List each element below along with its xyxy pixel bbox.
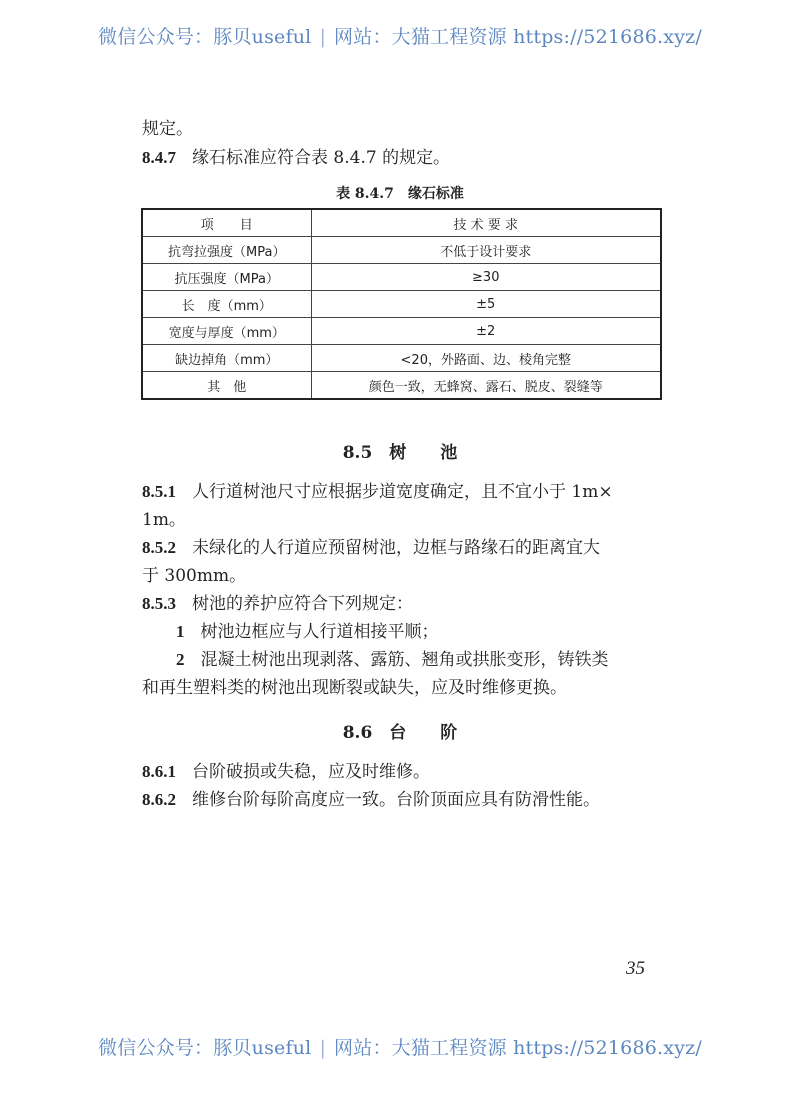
cell-item: 缺边掉角（mm） [142,345,311,372]
cell-requirement: ±2 [311,318,661,345]
clause-8-5-2-cont: 于 300mm。 [142,566,247,586]
table-row [142,318,661,345]
cell-requirement: 颜色一致，无蜂窝、露石、脱皮、裂缝等 [311,372,661,400]
cell-item: 宽度与厚度（mm） [142,318,311,345]
header-item: 项 目 [142,209,311,237]
header-requirement: 技 术 要 求 [311,209,661,237]
table-title: 表 8.4.7 缘石标准 [336,186,464,202]
cell-item: 其 他 [142,372,311,400]
clause-number: 8.5.2 [142,538,176,557]
table-row [142,345,661,372]
clause-8-4-7 [142,146,450,170]
cell-item: 抗弯拉强度（MPa） [142,237,311,264]
cell-requirement: <20，外路面、边、棱角完整 [311,345,661,372]
clause-8-6-2 [142,788,600,812]
watermark-left: 微信公众号：豚贝useful [98,1037,312,1059]
cell-item: 抗压强度（MPa） [142,264,311,291]
clause-8-5-2 [142,536,600,560]
cell-requirement: ≥30 [311,264,661,291]
section-heading-8-6: 8.6 台 阶 [342,723,458,743]
paragraph-continuation: 规定。 [142,119,193,139]
cell-item: 长 度（mm） [142,291,311,318]
cell-requirement: ±5 [311,291,661,318]
clause-number: 8.5.1 [142,482,176,501]
watermark-right: 网站：大猫工程资源 https://521686.xyz/ [334,1037,702,1059]
list-text: 混凝土树池出现剥落、露筋、翘角或拱胀变形，铸铁类 [200,650,609,670]
clause-text: 缘石标准应符合表 8.4.7 的规定。 [192,148,451,168]
list-number: 2 [176,650,185,669]
clause-number: 8.6.2 [142,790,176,809]
watermark-separator: | [319,26,327,48]
clause-8-5-1 [142,480,613,504]
watermark-right: 网站：大猫工程资源 https://521686.xyz/ [334,26,702,48]
table-row [142,264,661,291]
clause-text: 维修台阶每阶高度应一致。台阶顶面应具有防滑性能。 [192,790,600,810]
watermark-top [0,22,800,49]
list-text: 树池边框应与人行道相接平顺； [200,622,439,642]
cell-requirement: 不低于设计要求 [311,237,661,264]
clause-text: 人行道树池尺寸应根据步道宽度确定，且不宜小于 1m× [192,482,613,502]
list-number: 1 [176,622,185,641]
table-header-row [142,209,661,237]
watermark-bottom [0,1033,800,1060]
clause-text: 未绿化的人行道应预留树池，边框与路缘石的距离宜大 [192,538,600,558]
watermark-separator: | [319,1037,327,1059]
section-heading-8-5: 8.5 树 池 [342,443,458,463]
table-row [142,237,661,264]
clause-text: 台阶破损或失稳，应及时维修。 [192,762,430,782]
clause-8-5-1-cont: 1m。 [142,510,186,530]
clause-text: 树池的养护应符合下列规定： [192,594,413,614]
table-row [142,291,661,318]
page-number: 35 [626,958,645,979]
list-item-2-cont: 和再生塑料类的树池出现断裂或缺失，应及时维修更换。 [142,678,567,698]
clause-8-6-1 [142,760,430,784]
table-row [142,372,661,400]
clause-number: 8.4.7 [142,148,176,167]
clause-number: 8.5.3 [142,594,176,613]
clause-8-5-3 [142,592,413,616]
list-item-2 [176,648,609,672]
curb-stone-standard-table [141,208,662,400]
clause-number: 8.6.1 [142,762,176,781]
list-item-1 [176,620,439,644]
watermark-left: 微信公众号：豚贝useful [98,26,312,48]
